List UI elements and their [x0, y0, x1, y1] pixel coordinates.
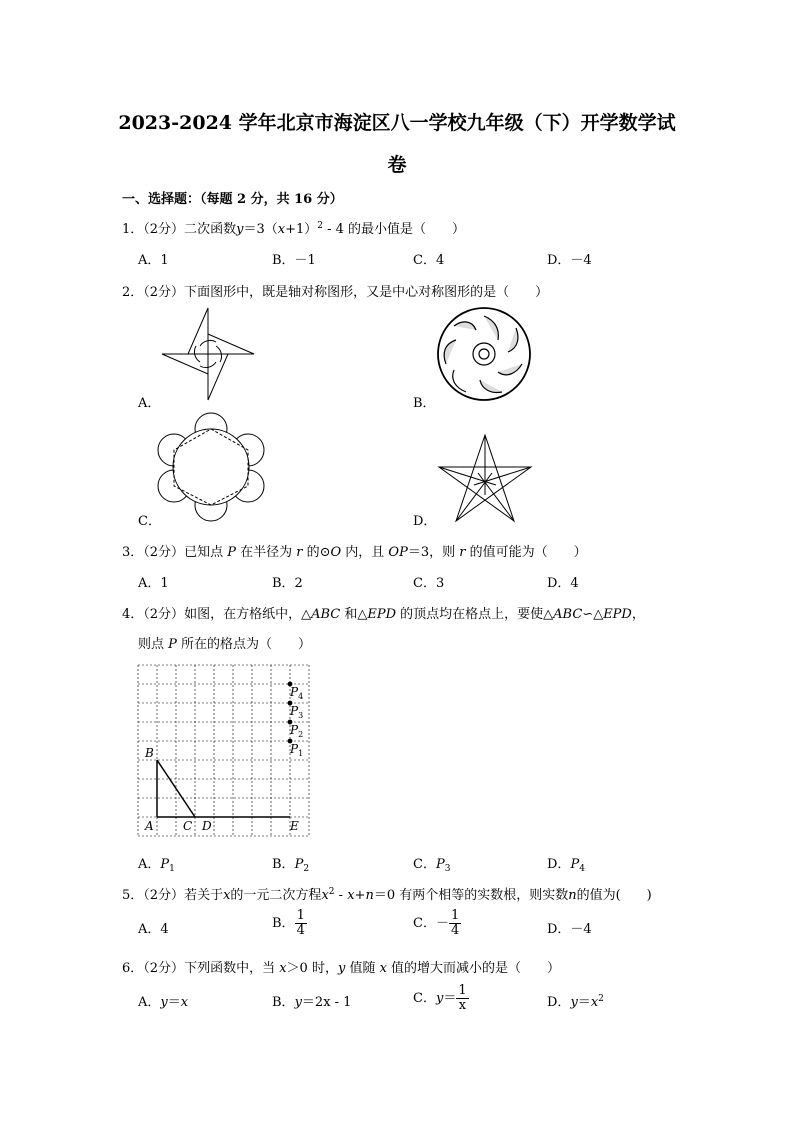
option-d: D．	[413, 514, 437, 529]
label-p4: $P_4$	[290, 685, 304, 701]
question-stem: 下列函数中，当	[184, 961, 280, 976]
flower-figure	[160, 413, 262, 521]
option-c: C．3	[413, 576, 445, 591]
question-1	[122, 218, 465, 237]
math-var: ABC	[553, 607, 583, 622]
option-b: B．－1	[272, 253, 316, 268]
option-prefix: B．	[272, 916, 295, 931]
question-stem: 二次函数	[184, 222, 237, 237]
option-d: D．4	[547, 576, 579, 591]
option-prefix: D．	[547, 995, 571, 1010]
question-score: （2分）	[143, 607, 185, 622]
question-4-line2	[138, 633, 311, 652]
question-stem: 下面图形中，既是轴对称图形，又是中心对称图形的是（ ）	[184, 285, 549, 300]
label-e: E	[290, 819, 299, 833]
page-title: 2023-2024 学年北京市海淀区八一学校九年级（下）开学数学试	[118, 112, 676, 134]
question-stem: 已知点	[184, 545, 228, 560]
math-var: y	[435, 991, 444, 1006]
math-var: P	[168, 637, 177, 652]
math-var: x	[279, 961, 287, 976]
math-var: x	[590, 995, 599, 1010]
question-stem: ＝3（	[243, 222, 278, 237]
label-p2: $P_2$	[290, 723, 304, 739]
question-stem: 内，且	[341, 545, 389, 560]
math-var: EPD	[603, 607, 632, 622]
option-prefix: A．	[138, 857, 161, 872]
pinwheel-figure	[160, 306, 256, 402]
math-exponent: 2	[317, 221, 323, 231]
option-b	[272, 991, 351, 1010]
math-var: OP	[388, 545, 408, 560]
option-b	[272, 909, 307, 938]
math-var: y	[160, 995, 168, 1010]
option-c	[413, 984, 469, 1013]
question-score: （2分）	[143, 222, 185, 237]
question-stem: - 4 的最小值是（ ）	[322, 222, 466, 237]
question-stem: +1）	[285, 222, 318, 237]
option-c: C．	[138, 514, 161, 529]
label-d: D	[202, 819, 212, 833]
question-number: 5．	[122, 888, 144, 903]
option-a: A．1	[138, 253, 169, 268]
option-b	[272, 853, 309, 874]
math-var: y	[570, 995, 578, 1010]
option-d	[547, 853, 585, 874]
question-stem: ＝0 有两个相等的实数根，则实数	[373, 888, 569, 903]
math-var: r	[296, 545, 303, 560]
segment-bc	[157, 760, 195, 817]
question-score: （2分）	[143, 961, 185, 976]
question-stem: 所在的格点为（ ）	[176, 637, 312, 652]
fraction-denominator: x	[458, 998, 467, 1013]
math-var: y	[236, 222, 244, 237]
question-score: （2分）	[143, 285, 185, 300]
question-stem: 若关于	[184, 888, 224, 903]
math-expr: ＝2x - 1	[301, 995, 352, 1010]
question-stem: -	[334, 888, 348, 903]
math-var: x	[223, 888, 231, 903]
option-a: A．1	[138, 576, 169, 591]
label-b: B	[145, 746, 154, 760]
fraction-denominator: 4	[450, 923, 460, 938]
option-prefix: D．	[547, 857, 571, 872]
option-prefix: C．－	[413, 916, 449, 931]
math-var: O	[330, 545, 342, 560]
question-stem: 在半径为	[235, 545, 297, 560]
option-a: A．4	[138, 922, 169, 937]
math-subscript: 1	[169, 864, 175, 874]
question-stem: 的值可能为（ ）	[465, 545, 587, 560]
option-a	[138, 991, 188, 1010]
question-stem: 则点	[138, 637, 169, 652]
fraction-numerator: 1	[450, 908, 460, 923]
question-stem: 和△	[340, 607, 368, 622]
question-number: 3．	[122, 545, 144, 560]
fraction-numerator: 1	[296, 908, 305, 923]
math-var: P	[160, 857, 170, 872]
math-var: x	[321, 888, 329, 903]
math-var: x	[180, 995, 189, 1010]
fraction	[456, 984, 468, 1013]
math-subscript: 4	[579, 864, 585, 874]
question-2	[122, 281, 548, 300]
question-stem: ＞0 时，	[286, 961, 338, 976]
math-expr: ＝	[443, 991, 457, 1006]
label-p3: $P_3$	[290, 704, 304, 720]
math-var: P	[227, 545, 236, 560]
question-number: 2．	[122, 285, 144, 300]
fan-figure	[436, 306, 532, 402]
fraction	[449, 909, 461, 938]
grid-figure	[130, 660, 320, 840]
question-number: 6．	[122, 961, 144, 976]
question-score: （2分）	[143, 545, 185, 560]
math-var: x	[277, 222, 286, 237]
math-subscript: 3	[444, 864, 451, 874]
question-number: 1．	[122, 222, 144, 237]
math-var: x	[379, 961, 387, 976]
label-a: A	[145, 819, 154, 833]
option-d: D．－4	[547, 253, 592, 268]
math-var: P	[570, 857, 580, 872]
option-b: B．	[413, 396, 436, 411]
question-stem: 如图，在方格纸中，△	[184, 607, 312, 622]
option-prefix: A．	[138, 995, 161, 1010]
question-stem: 值随	[345, 961, 380, 976]
math-var: r	[459, 545, 466, 560]
star-figure	[437, 433, 533, 523]
option-prefix: C．	[413, 857, 436, 872]
math-var: n	[568, 888, 577, 903]
question-4	[122, 603, 645, 622]
math-var: EPD	[367, 607, 397, 622]
question-number: 4．	[122, 607, 144, 622]
math-exponent: 2	[328, 887, 335, 897]
option-prefix: C．	[413, 991, 436, 1006]
question-stem: 的值为( )	[576, 888, 652, 903]
question-stem: 的一元二次方程	[230, 888, 322, 903]
math-var: n	[365, 888, 374, 903]
section-heading: 一、选择题：（每题 2 分，共 16 分）	[122, 192, 343, 207]
option-b: B．2	[272, 576, 303, 591]
option-a: A．	[138, 396, 161, 411]
option-c	[413, 853, 450, 874]
option-c: C．4	[413, 253, 445, 268]
option-prefix: B．	[272, 995, 295, 1010]
question-stem: 的顶点均在格点上，要使△	[396, 607, 554, 622]
option-a	[138, 853, 175, 874]
option-prefix: B．	[272, 857, 295, 872]
option-c	[413, 909, 461, 938]
label-p1: $P_1$	[290, 742, 304, 758]
math-var: P	[435, 857, 445, 872]
page-title-continued: 卷	[387, 154, 407, 176]
math-var: ABC	[311, 607, 341, 622]
option-d	[547, 991, 604, 1010]
question-stem: ∽△	[582, 607, 604, 622]
math-subscript: 2	[303, 864, 310, 874]
question-3	[122, 541, 587, 560]
question-stem: 值的增大而减小的是（ ）	[386, 961, 561, 976]
question-score: （2分）	[143, 888, 185, 903]
math-var: P	[294, 857, 304, 872]
label-c: C	[183, 819, 193, 833]
fraction-numerator: 1	[458, 983, 467, 998]
math-var: y	[337, 961, 346, 976]
question-stem: 的⊙	[302, 545, 331, 560]
fraction	[295, 909, 307, 938]
option-d: D．－4	[547, 922, 592, 937]
math-var: y	[294, 995, 302, 1010]
math-expr: ＝	[167, 995, 181, 1010]
math-exponent: 2	[598, 994, 604, 1004]
math-expr: ＝	[577, 995, 591, 1010]
question-stem: +	[354, 888, 366, 903]
question-stem: ，	[631, 607, 645, 622]
math-var: x	[347, 888, 355, 903]
question-stem: ＝3，则	[407, 545, 460, 560]
question-6	[122, 957, 560, 976]
question-5	[122, 884, 652, 903]
fraction-denominator: 4	[296, 923, 305, 938]
